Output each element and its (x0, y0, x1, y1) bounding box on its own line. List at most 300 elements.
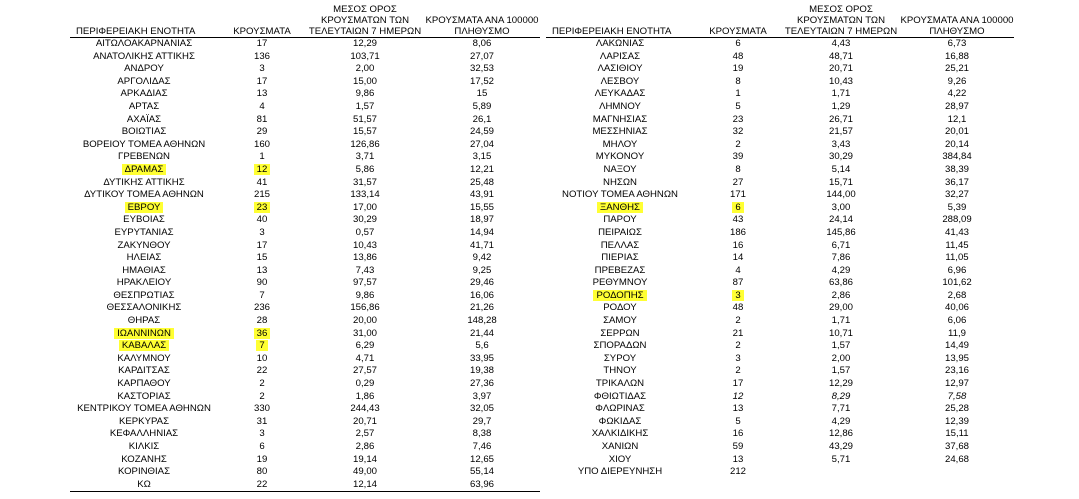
avg7-value: 15,00 (352, 75, 377, 87)
region-value: ΑΧΑΪΑΣ (126, 113, 162, 125)
header-avg7-line3: ΤΕΛΕΥΤΑΙΩΝ 7 ΗΜΕΡΩΝ (308, 26, 422, 37)
cases-value: 2 (259, 378, 265, 390)
table-row (546, 164, 1014, 177)
region-value: ΚΩ (137, 478, 151, 490)
cases-cell (218, 126, 306, 139)
per100k-value: 27,07 (469, 50, 494, 62)
avg7-value: 4,29 (831, 264, 851, 276)
cases-value: 17 (256, 75, 268, 87)
avg7-cell (306, 189, 424, 202)
cases-cell (218, 202, 306, 215)
region-cell (70, 240, 218, 253)
avg7-cell (306, 202, 424, 215)
per100k-value: 20,14 (944, 138, 969, 150)
per100k-value: 15,11 (945, 428, 969, 440)
cases-value: 6 (259, 441, 265, 452)
cases-value: 17 (256, 38, 268, 49)
region-value: ΣΠΟΡΑΔΩΝ (593, 340, 647, 352)
region-value: ΣΕΡΡΩΝ (600, 327, 640, 339)
avg7-cell (782, 441, 900, 454)
avg7-cell (782, 391, 900, 404)
region-value: ΠΕΛΛΑΣ (600, 239, 640, 251)
per100k-value: 148,28 (467, 315, 497, 327)
per100k-cell (900, 114, 1014, 127)
region-cell (546, 202, 694, 215)
region-value: ΚΑΡΔΙΤΣΑΣ (118, 365, 170, 377)
per100k-value: 13,95 (944, 352, 969, 364)
cases-cell (694, 252, 782, 265)
table-row (70, 403, 540, 416)
table-row (70, 454, 540, 467)
cases-value: 5 (735, 100, 741, 112)
per100k-cell (424, 403, 540, 416)
region-value: ΜΥΚΟΝΟΥ (595, 151, 645, 163)
region-value: ΘΕΣΠΡΩΤΙΑΣ (113, 289, 175, 301)
per100k-value: 12,97 (944, 378, 969, 390)
cases-value: 6 (732, 202, 743, 213)
region-cell (546, 139, 694, 152)
avg7-cell (306, 302, 424, 315)
region-value: ΚΙΛΚΙΣ (128, 441, 160, 452)
table-row (546, 227, 1014, 240)
per100k-cell (900, 189, 1014, 202)
region-cell (546, 365, 694, 378)
avg7-cell (782, 365, 900, 378)
cases-value: 12 (254, 164, 271, 175)
cases-value: 32 (732, 126, 744, 138)
table-row (546, 151, 1014, 164)
cases-cell (218, 63, 306, 76)
table-row (70, 51, 540, 64)
cases-value: 3 (259, 226, 265, 238)
region-cell (70, 290, 218, 303)
region-value: ΞΑΝΘΗΣ (597, 202, 643, 213)
region-cell (70, 479, 218, 492)
cases-cell (694, 139, 782, 152)
avg7-value: 2,00 (831, 352, 851, 364)
cases-cell (694, 202, 782, 215)
per100k-value: 37,68 (944, 441, 969, 452)
table-row (546, 378, 1014, 391)
per100k-value: 6,06 (947, 315, 967, 327)
region-value: ΗΡΑΚΛΕΙΟΥ (116, 277, 172, 289)
avg7-value: 5,71 (831, 453, 851, 465)
avg7-value: 10,43 (828, 75, 853, 87)
avg7-value: 4,43 (831, 38, 851, 49)
cases-cell (218, 38, 306, 51)
table-header-row (70, 2, 540, 38)
per100k-value: 9,25 (472, 264, 492, 276)
per100k-cell (900, 428, 1014, 441)
cases-value: 3 (259, 63, 265, 75)
table-row (70, 88, 540, 101)
cases-value: 17 (732, 378, 744, 390)
avg7-value: 3,00 (831, 201, 851, 213)
per100k-cell (424, 479, 540, 492)
cases-cell (218, 240, 306, 253)
avg7-value: 21,57 (828, 126, 853, 138)
avg7-value: 10,71 (828, 327, 853, 339)
cases-value: 13 (732, 403, 744, 415)
table-row (70, 214, 540, 227)
avg7-cell (782, 340, 900, 353)
avg7-value: 97,57 (352, 277, 377, 289)
table-row (70, 428, 540, 441)
per100k-cell (900, 454, 1014, 467)
per100k-value: 63,96 (469, 478, 494, 490)
avg7-value: 30,29 (352, 214, 377, 226)
per100k-value: 2,68 (947, 289, 967, 301)
cases-value: 236 (253, 302, 270, 314)
cases-value: 48 (732, 302, 744, 314)
per100k-cell (900, 63, 1014, 76)
region-cell (546, 164, 694, 177)
cases-value: 7 (256, 340, 267, 351)
per100k-cell (424, 114, 540, 127)
per100k-cell (424, 164, 540, 177)
region-cell (70, 416, 218, 429)
region-cell (546, 240, 694, 253)
avg7-value: 13,86 (352, 252, 377, 264)
cases-cell (694, 428, 782, 441)
cases-value: 31 (256, 415, 268, 427)
cases-cell (694, 315, 782, 328)
per100k-value: 32,53 (469, 63, 494, 75)
avg7-cell (306, 214, 424, 227)
header-region: ΠΕΡΙΦΕΡΕΙΑΚΗ ΕΝΟΤΗΤΑ (76, 26, 196, 37)
per100k-value: 25,28 (944, 403, 969, 415)
region-cell (546, 76, 694, 89)
per100k-cell (424, 265, 540, 278)
avg7-value: 31,57 (352, 176, 377, 188)
per100k-cell (900, 88, 1014, 101)
avg7-cell (782, 38, 900, 51)
region-value: ΘΗΡΑΣ (127, 315, 161, 327)
cases-value: 330 (253, 403, 270, 415)
per100k-cell (424, 466, 540, 479)
avg7-value: 2,57 (355, 428, 375, 440)
avg7-cell (782, 202, 900, 215)
avg7-value: 1,29 (831, 100, 851, 112)
per100k-value: 21,26 (469, 302, 494, 314)
per100k-cell (900, 177, 1014, 190)
per100k-value: 27,04 (469, 138, 494, 150)
region-cell (546, 328, 694, 341)
region-cell (70, 252, 218, 265)
per100k-value: 4,22 (947, 88, 967, 100)
avg7-cell (782, 139, 900, 152)
table-row (70, 177, 540, 190)
region-value: ΝΟΤΙΟΥ ΤΟΜΕΑ ΑΘΗΝΩΝ (562, 189, 678, 201)
cases-cell (694, 391, 782, 404)
table-row (70, 391, 540, 404)
avg7-value: 29,00 (828, 302, 853, 314)
avg7-value: 19,14 (352, 453, 377, 465)
per100k-value: 55,14 (469, 466, 494, 478)
table-header-row (546, 2, 1014, 38)
per100k-cell (900, 391, 1014, 404)
per100k-cell (900, 340, 1014, 353)
region-value: ΝΗΣΩΝ (603, 176, 637, 188)
per100k-cell (900, 265, 1014, 278)
per100k-cell (900, 139, 1014, 152)
cases-cell (694, 189, 782, 202)
region-cell (546, 416, 694, 429)
left-cases-table (70, 2, 540, 492)
table-row (70, 265, 540, 278)
cases-cell (218, 290, 306, 303)
cases-cell (694, 441, 782, 454)
region-cell (70, 265, 218, 278)
table-row (546, 114, 1014, 127)
per100k-value: 43,91 (469, 189, 494, 201)
per100k-value: 7,46 (472, 441, 492, 452)
avg7-value: 1,57 (831, 365, 851, 377)
avg7-cell (306, 454, 424, 467)
region-value: ΜΑΓΝΗΣΙΑΣ (592, 113, 648, 125)
table-row (546, 315, 1014, 328)
per100k-cell (424, 227, 540, 240)
region-cell (70, 428, 218, 441)
region-cell (70, 164, 218, 177)
table-row (546, 88, 1014, 101)
avg7-cell (306, 63, 424, 76)
table-row (70, 126, 540, 139)
cases-cell (694, 302, 782, 315)
avg7-cell (306, 101, 424, 114)
table-row (70, 38, 540, 51)
avg7-value: 17,00 (352, 201, 377, 213)
cases-value: 1 (259, 151, 265, 163)
region-cell (70, 378, 218, 391)
cases-cell (694, 378, 782, 391)
per100k-value: 36,17 (944, 176, 969, 188)
region-value: ΚΟΡΙΝΘΙΑΣ (117, 466, 171, 478)
avg7-value: 12,29 (352, 38, 377, 49)
avg7-cell (306, 315, 424, 328)
region-cell (546, 38, 694, 51)
region-cell (546, 126, 694, 139)
per100k-cell (424, 139, 540, 152)
per100k-value: 101,62 (942, 277, 972, 289)
avg7-cell (306, 88, 424, 101)
cases-cell (694, 214, 782, 227)
avg7-value: 0,57 (355, 226, 375, 238)
region-value: ΧΑΝΙΩΝ (601, 441, 639, 452)
region-value: ΓΡΕΒΕΝΩΝ (118, 151, 170, 163)
cases-value: 13 (732, 453, 744, 465)
region-value: ΖΑΚΥΝΘΟΥ (117, 239, 171, 251)
per100k-cell (900, 365, 1014, 378)
region-value: ΛΑΣΙΘΙΟΥ (597, 63, 643, 75)
table-row (70, 114, 540, 127)
cases-value: 16 (732, 239, 744, 251)
region-value: ΕΒΡΟΥ (125, 202, 164, 213)
per100k-value: 16,88 (944, 50, 969, 62)
region-cell (70, 202, 218, 215)
per100k-value: 6,73 (947, 38, 967, 49)
avg7-cell (782, 189, 900, 202)
region-value: ΛΑΚΩΝΙΑΣ (595, 38, 645, 49)
avg7-value: 49,00 (352, 466, 377, 478)
avg7-value: 2,86 (355, 441, 375, 452)
per100k-cell (900, 252, 1014, 265)
table-row (546, 189, 1014, 202)
avg7-cell (306, 365, 424, 378)
region-value: ΘΕΣΣΑΛΟΝΙΚΗΣ (106, 302, 182, 314)
region-cell (546, 340, 694, 353)
region-cell (546, 252, 694, 265)
table-row (70, 340, 540, 353)
cases-cell (694, 227, 782, 240)
region-value: ΒΟΡΕΙΟΥ ΤΟΜΕΑ ΑΘΗΝΩΝ (82, 138, 206, 150)
cases-value: 16 (732, 428, 744, 440)
per100k-value: 25,21 (944, 63, 969, 75)
per100k-value: 9,42 (472, 252, 492, 264)
per100k-value: 5,39 (947, 201, 967, 213)
header-cases: ΚΡΟΥΣΜΑΤΑ (709, 26, 767, 37)
cases-cell (694, 177, 782, 190)
cases-value: 2 (735, 365, 741, 377)
region-value: ΡΟΔΟΥ (603, 302, 637, 314)
table-row (546, 277, 1014, 290)
header-avg7-line3: ΤΕΛΕΥΤΑΙΩΝ 7 ΗΜΕΡΩΝ (784, 26, 898, 37)
region-cell (546, 290, 694, 303)
per100k-value: 25,48 (469, 176, 494, 188)
region-cell (546, 88, 694, 101)
cases-cell (218, 340, 306, 353)
cases-value: 171 (729, 189, 746, 201)
per100k-cell (900, 353, 1014, 366)
cases-cell (218, 466, 306, 479)
region-value: ΗΜΑΘΙΑΣ (122, 264, 166, 276)
avg7-value: 1,71 (831, 315, 851, 327)
table-row (546, 63, 1014, 76)
table-row (70, 441, 540, 454)
header-per100k-line1: ΚΡΟΥΣΜΑΤΑ ΑΝΑ 100000 (425, 15, 539, 26)
cases-value: 7 (259, 289, 265, 301)
region-cell (546, 227, 694, 240)
avg7-cell (782, 466, 900, 479)
cases-cell (694, 353, 782, 366)
avg7-value: 1,57 (355, 100, 375, 112)
per100k-cell (424, 63, 540, 76)
avg7-cell (306, 151, 424, 164)
cases-value: 212 (729, 466, 746, 478)
avg7-cell (782, 227, 900, 240)
header-avg7-line2: ΚΡΟΥΣΜΑΤΩΝ ΤΩΝ (320, 15, 410, 26)
per100k-cell (900, 202, 1014, 215)
per100k-value: 14,94 (469, 226, 494, 238)
per100k-value: 38,39 (944, 163, 969, 175)
region-cell (70, 391, 218, 404)
region-cell (546, 403, 694, 416)
region-value: ΚΑΣΤΟΡΙΑΣ (117, 390, 171, 402)
table-row (70, 101, 540, 114)
per100k-cell (900, 328, 1014, 341)
per100k-cell (424, 189, 540, 202)
cases-cell (218, 479, 306, 492)
cases-cell (694, 265, 782, 278)
per100k-cell (900, 441, 1014, 454)
table-row (546, 202, 1014, 215)
cases-cell (694, 454, 782, 467)
per100k-cell (424, 416, 540, 429)
per100k-value: 26,1 (472, 113, 492, 125)
avg7-value: 103,71 (350, 50, 380, 62)
avg7-value: 3,43 (831, 138, 851, 150)
per100k-value: 7,58 (947, 390, 967, 402)
region-cell (70, 139, 218, 152)
region-cell (546, 51, 694, 64)
avg7-cell (306, 416, 424, 429)
per100k-cell (900, 126, 1014, 139)
per100k-value: 11,05 (945, 252, 969, 264)
cases-value: 43 (732, 214, 744, 226)
per100k-value: 6,96 (947, 264, 967, 276)
per100k-cell (424, 391, 540, 404)
cases-cell (694, 403, 782, 416)
avg7-value: 5,86 (355, 163, 375, 175)
cases-cell (694, 88, 782, 101)
avg7-cell (306, 353, 424, 366)
per100k-value: 23,16 (944, 365, 969, 377)
avg7-cell (306, 265, 424, 278)
per100k-cell (424, 340, 540, 353)
per100k-value: 19,38 (469, 365, 494, 377)
cases-value: 41 (256, 176, 268, 188)
per100k-cell (900, 378, 1014, 391)
table-row (546, 240, 1014, 253)
cases-value: 17 (256, 239, 268, 251)
avg7-value: 12,29 (828, 378, 853, 390)
table-row (546, 365, 1014, 378)
table-row (70, 378, 540, 391)
cases-cell (218, 328, 306, 341)
region-value: ΧΙΟΥ (608, 453, 632, 465)
region-cell (70, 151, 218, 164)
avg7-value: 20,00 (352, 315, 377, 327)
table-row (546, 428, 1014, 441)
avg7-cell (782, 454, 900, 467)
region-value: ΣΥΡΟΥ (603, 352, 637, 364)
per100k-value: 12,21 (469, 163, 494, 175)
table-row (546, 76, 1014, 89)
region-value: ΤΡΙΚΑΛΩΝ (595, 378, 645, 390)
table-row (546, 38, 1014, 51)
cases-cell (694, 164, 782, 177)
avg7-value: 6,71 (831, 239, 851, 251)
table-row (70, 151, 540, 164)
table-row (546, 441, 1014, 454)
avg7-cell (782, 63, 900, 76)
per100k-value: 15,55 (469, 201, 494, 213)
avg7-value: 5,14 (831, 163, 851, 175)
avg7-value: 7,43 (355, 264, 375, 276)
avg7-cell (782, 302, 900, 315)
cases-value: 23 (254, 202, 271, 213)
avg7-value: 1,86 (355, 390, 375, 402)
avg7-cell (306, 479, 424, 492)
avg7-cell (306, 403, 424, 416)
avg7-cell (782, 177, 900, 190)
per100k-cell (900, 290, 1014, 303)
cases-cell (218, 164, 306, 177)
table-row (70, 290, 540, 303)
per100k-value: 5,89 (472, 100, 492, 112)
avg7-cell (306, 391, 424, 404)
per100k-cell (424, 214, 540, 227)
